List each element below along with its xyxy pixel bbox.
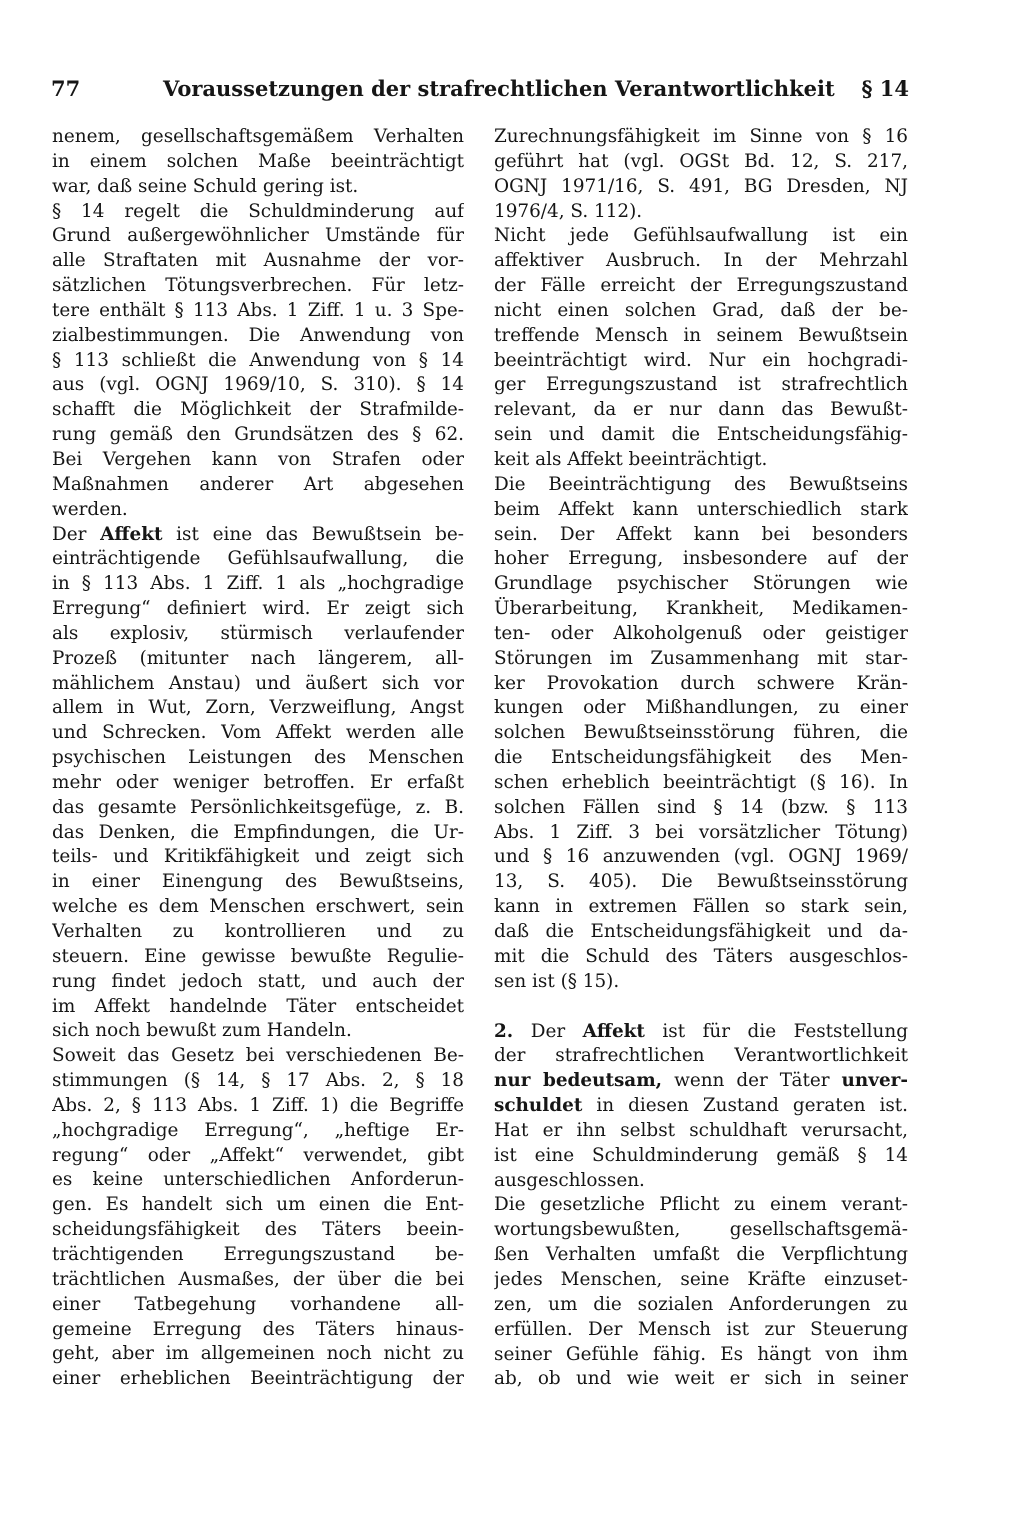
bold-term: unver- [841,1070,908,1092]
text-line: werden. [52,498,128,520]
text-line: schafft die Möglichkeit der Strafmilde- [52,399,464,421]
text-line: kungen oder Mißhandlungen, zu einer [494,697,908,719]
text-line: Der Affekt ist eine das Bewußtsein be- [52,523,464,545]
text-line: aus (vgl. OGNJ 1969/10, S. 310). § 14 [52,374,464,396]
text-line: schuldet in diesen Zustand geraten ist. [494,1095,908,1117]
text-line: zialbestimmungen. Die Anwendung von [52,324,464,346]
text-line: der strafrechtlichen Verantwortlichkeit [494,1045,908,1067]
text-line: affektiver Ausbruch. In der Mehrzahl [494,250,908,272]
text-line: der Fälle erreicht der Erregungszustand [494,275,908,297]
text-line: Bei Vergehen kann von Strafen oder [52,448,464,470]
bold-term: Affekt [582,1020,645,1042]
text-line: Abs. 2, § 113 Abs. 1 Ziff. 1) die Begriffe [52,1094,464,1116]
text-line: sein. Der Affekt kann bei besonders [494,523,908,545]
text-line: scheidungsfähigkeit des Täters beein- [52,1219,464,1241]
text-line: 1976/4, S. 112). [494,200,643,222]
text-line: keit als Affekt beeinträchtigt. [494,448,768,470]
text-line: rung gemäß den Grundsätzen des § 62. [52,424,464,446]
text-line: das Denken, die Empfindungen, die Ur- [52,821,464,843]
text-line: teils- und Kritikfähigkeit und zeigt sich [52,846,464,868]
text-line: gen. Es handelt sich um einen die Ent- [52,1194,464,1216]
text-line: einer Tatbegehung vorhandene all- [52,1293,464,1315]
text-line: solchen Fällen sind § 14 (bzw. § 113 [494,796,908,818]
text-line: sich noch bewußt zum Handeln. [52,1020,352,1042]
text-line: erfüllen. Der Mensch ist zur Steuerung [494,1318,908,1340]
text-line: alle Straftaten mit Ausnahme der vor- [52,250,464,272]
text-line: Nicht jede Gefühlsaufwallung ist ein [494,225,908,247]
paragraph-number: 2. [494,1020,514,1042]
text-line: steuern. Eine gewisse bewußte Regulie- [52,945,464,967]
text-line: ausgeschlossen. [494,1169,645,1191]
text-line: allem in Wut, Zorn, Verzweiflung, Angst [52,697,464,719]
text-line: solchen Bewußtseinsstörung führen, die [494,722,908,744]
text-line: zen, um die sozialen Anforderungen zu [494,1293,908,1315]
text-line: es keine unterschiedlichen Anforderun- [52,1169,464,1191]
text-line: Abs. 1 Ziff. 3 bei vorsätzlicher Tötung) [494,821,908,843]
text-line: war, daß seine Schuld gering ist. [52,175,359,197]
text-line: nenem, gesellschaftsgemäßem Verhalten [52,126,464,147]
text-line: 13, S. 405). Die Bewußtseinsstörung [494,871,908,893]
text-line: welche es dem Menschen erschwert, sein [52,896,464,918]
text-line: trächtlichen Ausmaßes, der über die bei [52,1268,464,1290]
text-line: mehr oder weniger betroffen. Er erfaßt [52,771,464,793]
text-line: gemeine Erregung des Täters hinaus- [52,1318,464,1340]
text-line: mit die Schuld des Täters ausgeschlos- [494,945,908,967]
text-line: die Entscheidungsfähigkeit des Men- [494,747,908,769]
text-line: ker Provokation durch schwere Krän- [494,672,908,694]
page-number: 77 [51,76,81,101]
text-line: sen ist (§ 15). [494,970,620,992]
text-line: psychischen Leistungen des Menschen [52,747,464,769]
text-line: § 14 regelt die Schuldminderung auf [52,200,464,222]
text-line: nicht einen solchen Grad, daß der be- [494,299,908,321]
bold-term: schuldet [494,1095,583,1117]
text-line: sein und damit die Entscheidungsfähig- [494,424,908,446]
text-line: jedes Menschen, seine Kräfte einzuset- [494,1268,908,1290]
bold-term: Affekt [100,523,163,545]
text-line: mählichem Anstau) und äußert sich vor [52,672,464,694]
running-header [51,72,909,108]
text-line: Überarbeitung, Krankheit, Medikamen- [494,598,908,620]
text-line: regung“ oder „Affekt“ verwendet, gibt [52,1144,464,1166]
running-title: Voraussetzungen der strafrechtlichen Verantwortlichkeit [163,76,835,101]
text-line: Erregung“ definiert wird. Er zeigt sich [52,598,464,620]
text-line: geführt hat (vgl. OGSt Bd. 12, S. 217, [494,150,908,172]
text-line: seiner Gefühle fähig. Es hängt von ihm [494,1343,908,1365]
text-line: Prozeß (mitunter nach längerem, all- [52,647,464,669]
text-line: relevant, da er nur dann das Bewußt- [494,399,908,421]
text-line: und § 16 anzuwenden (vgl. OGNJ 1969/ [494,846,908,868]
text-line: Die gesetzliche Pflicht zu einem verant- [494,1194,908,1216]
text-line: Hat er ihn selbst schuldhaft verursacht, [494,1119,908,1141]
text-line: tere enthält § 113 Abs. 1 Ziff. 1 u. 3 Spe- [52,299,464,321]
text-line: Maßnahmen anderer Art abgesehen [52,473,464,495]
section-marker: § 14 [861,76,909,101]
text-line: als explosiv, stürmisch verlaufender [52,622,464,644]
text-line: stimmungen (§ 14, § 17 Abs. 2, § 18 [52,1070,464,1092]
text-line: daß die Entscheidungsfähigkeit und da- [494,921,908,942]
text-line: sätzlichen Tötungsverbrechen. Für letz- [52,275,464,297]
text-line: im Affekt handelnde Täter entscheidet [52,995,464,1017]
text-line: Störungen im Zusammenhang mit star- [494,647,908,669]
text-line: das gesamte Persönlichkeitsgefüge, z. B. [52,796,464,818]
text-line: 2. Der Affekt ist für die Feststellung [494,1020,908,1042]
text-line: Verhalten zu kontrollieren und zu [52,921,464,942]
text-line: ßen Verhalten umfaßt die Verpflichtung [494,1244,908,1266]
text-line: Grundlage psychischer Störungen wie [494,573,908,595]
text-line: ger Erregungszustand ist strafrechtlich [494,374,908,396]
text-line: in einem solchen Maße beeinträchtigt [52,150,464,172]
text-line: ist eine Schuldminderung gemäß § 14 [494,1144,908,1166]
text-line: Soweit das Gesetz bei verschiedenen Be- [52,1045,464,1067]
text-line: einer erheblichen Beeinträchtigung der [52,1368,464,1390]
text-line: in einer Einengung des Bewußtseins, [52,871,464,893]
bold-term: nur bedeutsam, [494,1070,663,1092]
text-line: Die Beeinträchtigung des Bewußtseins [494,473,908,495]
text-line: wortungsbewußten, gesellschaftsgemä- [494,1219,908,1241]
text-line: Zurechnungsfähigkeit im Sinne von § 16 [494,126,908,147]
text-line: § 113 schließt die Anwendung von § 14 [52,349,464,371]
text-line: und Schrecken. Vom Affekt werden alle [52,722,464,744]
text-line: hoher Erregung, insbesondere auf der [494,548,908,570]
text-line: „hochgradige Erregung“, „heftige Er- [52,1119,464,1141]
text-line: beim Affekt kann unterschiedlich stark [494,498,908,520]
left-column [52,125,464,1392]
text-line: nur bedeutsam, wenn der Täter unver- [494,1070,908,1092]
text-line: beeinträchtigt wird. Nur ein hochgradi- [494,349,908,371]
text-line: kann in extremen Fällen so stark sein, [494,896,908,918]
text-line: OGNJ 1971/16, S. 491, BG Dresden, NJ [494,175,908,197]
text-line: ten- oder Alkoholgenuß oder geistiger [494,622,908,644]
text-line: rung findet jedoch statt, und auch der [52,970,464,992]
text-line: trächtigenden Erregungszustand be- [52,1243,464,1265]
text-line: schen erheblich beeinträchtigt (§ 16). In [494,771,908,793]
text-line: in § 113 Abs. 1 Ziff. 1 als „hochgradige [52,573,464,595]
text-line: treffende Mensch in seinem Bewußtsein [494,324,908,346]
right-column [494,125,908,1392]
text-line: Grund außergewöhnlicher Umstände für [52,225,464,247]
text-line: einträchtigende Gefühlsaufwallung, die [52,548,464,570]
text-line: geht, aber im allgemeinen noch nicht zu [52,1343,464,1365]
text-line: ab, ob und wie weit er sich in seiner [494,1368,908,1390]
